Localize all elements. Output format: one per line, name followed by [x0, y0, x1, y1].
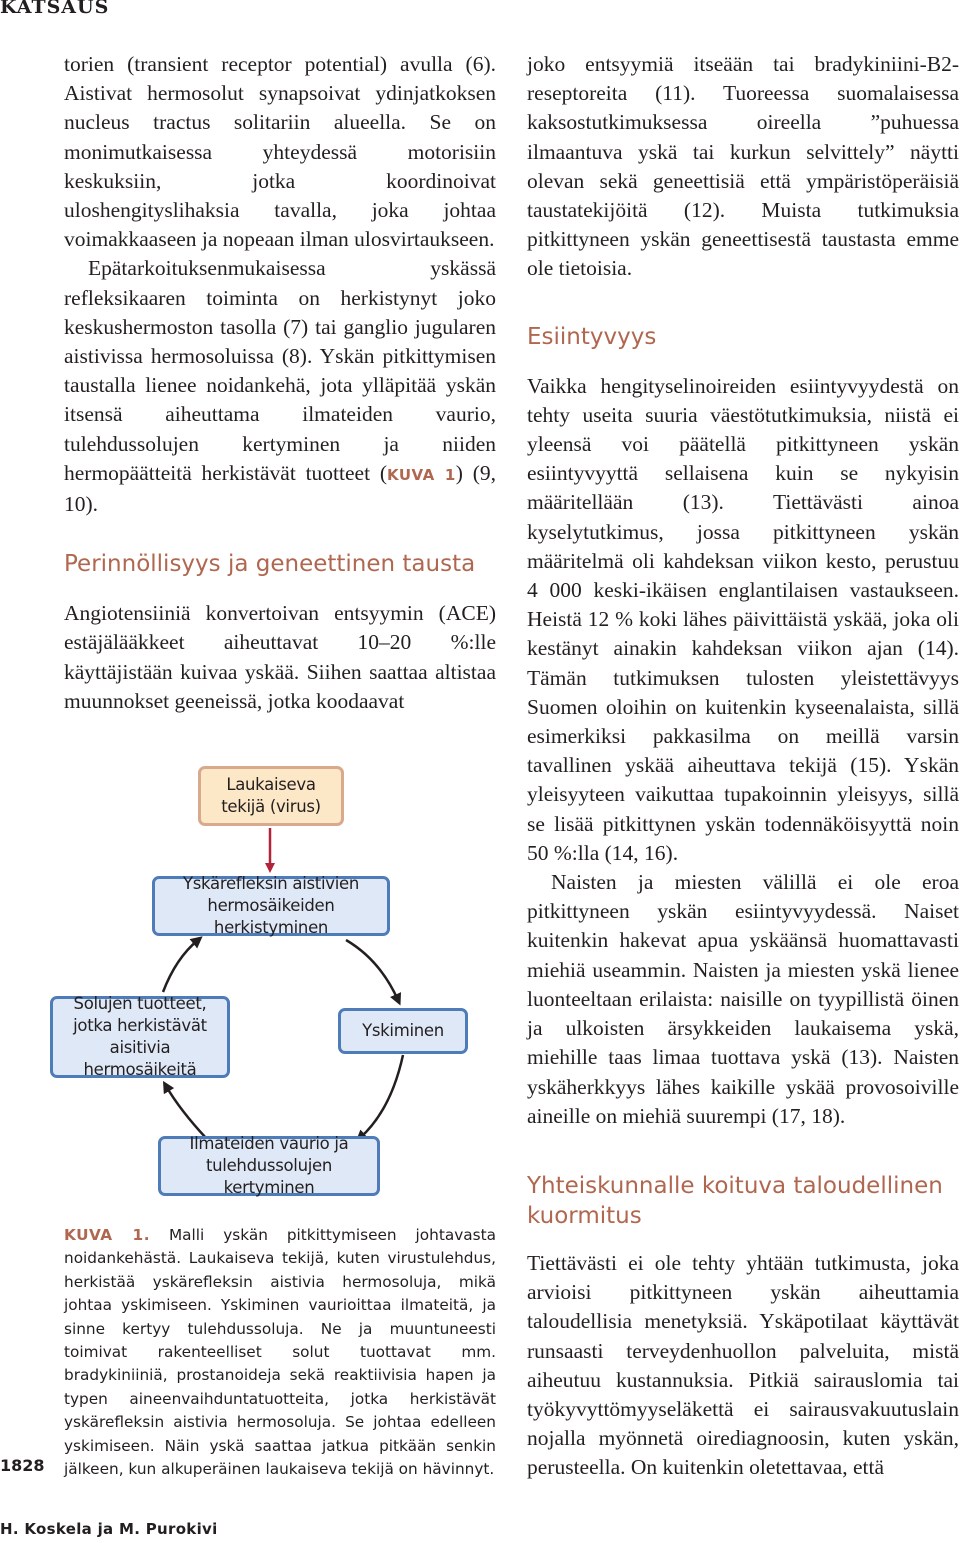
right-paragraph-4: Tiettävästi ei ole tehty yhtään tutkimusta, joka arvioisi pitkittyneen yskän aiheuttamia taloudellisia menetyksiä. Yskäpotilaat käyttävät runsaasti terveydenhuollon palveluita, mistä aiheutuu kustannuksia. Pitkiä sairauslomia tai työkyvyttömyyseläkettä ei sairausvakuutuslain nojalla myönnetä oirediagnoosin, kuten yskän, perusteella. On kuitenkin oletettavaa, että	[527, 1250, 959, 1480]
page-number: 1828	[0, 1456, 45, 1475]
box-damage: Ilmateiden vaurio ja tulehdussolujen kertyminen	[158, 1136, 380, 1196]
left-paragraph-2-tail: ) (9, 10).	[64, 460, 496, 517]
left-column	[64, 50, 496, 716]
heading-prevalence: Esiintyvyys	[527, 323, 657, 350]
arrow-damage-to-products	[166, 1086, 206, 1138]
figure-reference: KUVA 1	[386, 465, 456, 484]
heading-heredity: Perinnöllisyys ja geneettinen tausta	[64, 551, 476, 578]
left-paragraph-3: Angiotensiiniä konvertoivan entsyymin (ACE) estäjälääkkeet aiheuttavat 10–20 %:lle käyttäjistään kuivaa yskää. Siihen saattaa altistaa muunnokset geeneissä, jotka koodaavat	[64, 601, 496, 713]
box-sensitization: Yskärefleksin aistivien hermosäikeiden herkistyminen	[152, 876, 390, 936]
right-paragraph-1: joko entsyymiä itseään tai bradykiniini-B2-reseptoreita (11). Tuoreessa suomalaisessa kaksostutkimuksessa oireella ”puhuessa ilmaantuva yskä tai kurkun selvittely” näytti olevan sekä geneettisiä että ympäristöperäisiä taustatekijöitä (12). Muista tutkimuksia pitkittyneen yskän geneettisestä taustasta emme ole tietoisia.	[527, 52, 959, 281]
left-paragraph-2-text: Epätarkoituksenmukaisessa yskässä refleksikaaren toiminta on herkistynyt joko keskushermoston tasolla (7) tai ganglio jugularen aistivissa hermosoluissa (8). Yskän pitkittymisen taustalla lienee noidankehä, jota ylläpitää yskän itsensä aiheuttama ilmateiden vaurio, tulehdussolujen kertyminen ja niiden hermopäätteitä herkistävät tuotteet (	[64, 256, 496, 485]
left-paragraph-2	[64, 254, 496, 519]
box-products: Solujen tuotteet, jotka herkistävät aisitivia hermosäikeitä	[50, 996, 230, 1078]
right-paragraph-3: Naisten ja miesten välillä ei ole eroa pitkittyneen yskän esiintyvyydessä. Naiset kuitenkin hakevat apua yskäänsä huomattavasti miehiä useammin. Naisten ja miesten yskä lienee luonteeltaan erilaista: naisille on tyypillistä öinen ja ulkoisten ärsykkeiden laukaisema yskä, miehille taas limaa tuottava yskä (13). Naisten yskäherkkyys lähes kaikille yskää provosoiville aineille on miehiä suurempi (17, 18).	[527, 870, 959, 1128]
section-tag: KATSAUS	[0, 0, 110, 18]
right-column	[527, 50, 959, 1483]
authors: H. Koskela ja M. Purokivi	[0, 1520, 218, 1538]
figure-caption	[64, 1224, 496, 1481]
figure-cough-cycle	[48, 760, 498, 1210]
right-paragraph-2: Vaikka hengityselinoireiden esiintyvyydestä on tehty useita suuria väestötutkimuksia, niistä ei yleensä voi päätellä pitkittyneen yskän esiintyvyyttä sellaisena kuin se nykyisin määritellään (13). Tiettävästi ainoa kyselytutkimus, jossa pitkittyneen yskän määritelmä oli kahdeksan viikon kesto, perustuu 4 000 keski-ikäisen englantilaisen vastaukseen. Heistä 12 % koki lähes päivittäistä yskää, joka oli kestänyt ainakin kahdeksan viikon ajan (14). Tämän tutkimuksen tulosten yleistettävyys Suomen oloihin on kuitenkin kyseenalaista, sillä esimerkiksi pakkasilma on meillä varsin tavallinen yskää aiheuttava tekijä (15). Yskän yleisyyteen vaikuttaa tupakoinnin yleisyys, sillä se lisää pitkittynen yskän todennäköisyyttä noin 50 %:lla (14, 16).	[527, 373, 959, 865]
box-trigger: Laukaiseva tekijä (virus)	[198, 766, 344, 826]
arrow-products-to-sensitization	[163, 940, 198, 992]
arrow-coughing-to-damage	[360, 1055, 403, 1138]
box-coughing: Yskiminen	[338, 1008, 468, 1054]
caption-text: Malli yskän pitkittymiseen johtavasta noidankehästä. Laukaiseva tekijä, kuten virustulehdus, herkistää yskärefleksin aistivia hermosoluja, mikä johtaa yskimiseen. Yskiminen vaurioittaa ilmateitä, ja sinne kertyy tulehdussoluja. Ne ja muuntuneesti toimivat rakenteelliset solut tuottavat mm. bradykiniiniä, prostanoideja sekä reaktiivisia hapen ja typen aineenvaihduntatuotteita, jotka herkistävät yskärefleksin aistivia hermosoluja. Se johtaa edelleen yskimiseen. Näin yskä saattaa jatkua pitkään senkin jälkeen, kun alkuperäinen laukaiseva tekijä on hävinnyt.	[64, 1226, 496, 1479]
caption-label: KUVA 1.	[64, 1226, 151, 1244]
left-paragraph-1: torien (transient receptor potential) avulla (6). Aistivat hermosolut synapsoivat ydinjatkoksen nucleus tractus solitariin alueella. Se on monimutkaisessa yhteydessä motorisiin keskuksiin, jotka koordinoivat uloshengityslihaksia tavalla, joka johtaa voimakkaaseen ja nopeaan ilman ulosvirtaukseen.	[64, 52, 496, 252]
heading-economic-burden: Yhteiskunnalle koituva taloudellinen kuormitus	[527, 1172, 943, 1229]
arrow-sensitization-to-coughing	[346, 940, 398, 1000]
